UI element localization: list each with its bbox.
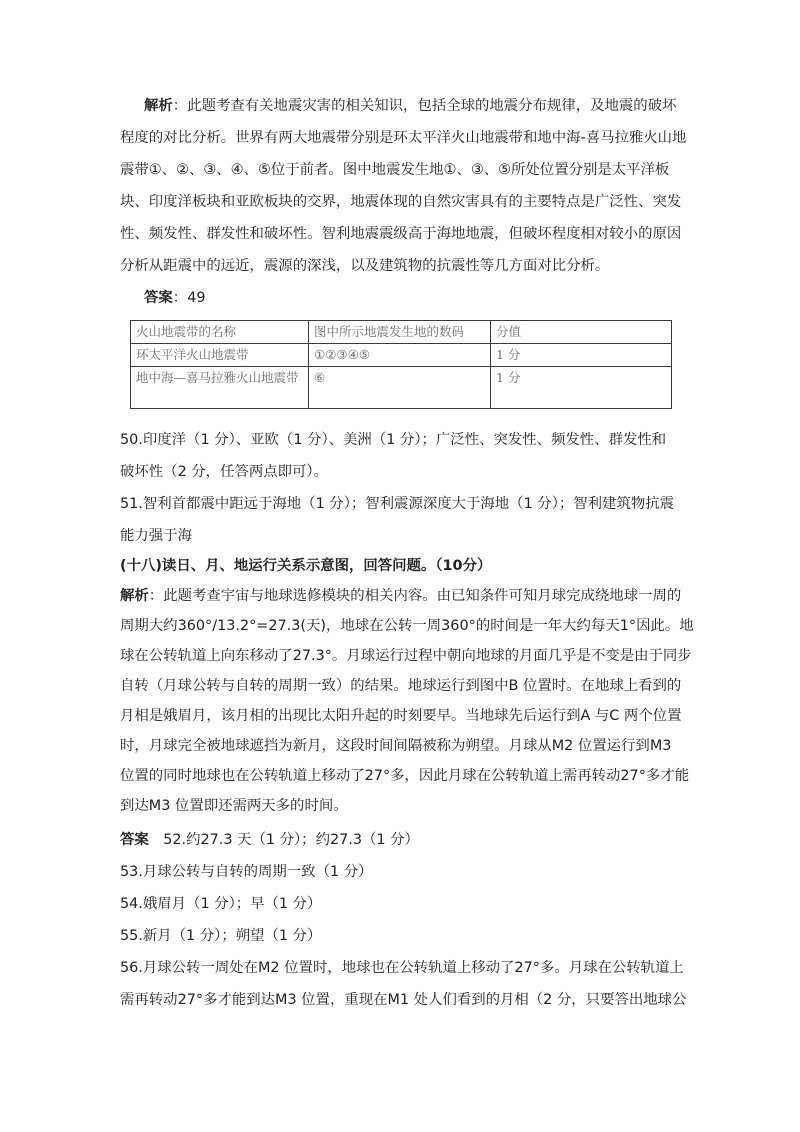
table-cell: 环太平洋火山地震带 (131, 344, 309, 367)
analysis-paragraph-line (120, 586, 680, 606)
table-cell: ⑥ (309, 367, 491, 409)
answer-line: 能力强于海 (120, 528, 192, 544)
answer-line: 需再转动27°多才能到达M3 位置，重现在M1 处人们看到的月相（2 分，只要答出地球公 (120, 992, 687, 1008)
analysis-paragraph-line: 震带①、②、③、④、⑤位于前者。图中地震发生地①、③、⑤所处位置分别是太平洋板 (120, 162, 670, 178)
analysis-paragraph-line (144, 96, 704, 116)
table-header-cell: 图中所示地震发生地的数码 (309, 321, 491, 344)
table-header-cell: 火山地震带的名称 (131, 321, 309, 344)
answer-line (120, 830, 680, 850)
analysis-paragraph-line: 分析从距震中的远近，震源的深浅，以及建筑物的抗震性等几方面对比分析。 (120, 258, 610, 274)
answer-line: 破坏性（2 分，任答两点即可）。 (120, 464, 328, 480)
analysis-paragraph-line: 位置的同时地球也在公转轨道上移动了27°多，因此月球在公转轨道上需再转动27°多才能 (120, 768, 690, 784)
answer-line (144, 288, 704, 308)
line-text: 52.约27.3 天（1 分）；约27.3（1 分） (148, 832, 419, 848)
table-header-row (131, 321, 672, 344)
volcano-belt-table (130, 320, 672, 409)
analysis-paragraph-line: 自转（月球公转与自转的周期一致）的结果。地球运行到图中B 位置时。在地球上看到的 (120, 678, 682, 694)
analysis-paragraph-line: 周期大约360°/13.2°=27.3(天)，地球在公转一周360°的时间是一年大约每天1°因此。地 (120, 618, 694, 634)
table-row (131, 367, 672, 409)
table-cell: 地中海—喜马拉雅火山地震带 (131, 367, 309, 409)
answer-line: 55.新月（1 分）；朔望（1 分） (120, 928, 322, 944)
table-header-cell: 分值 (491, 321, 672, 344)
section-heading: (十八)读日、月、地运行关系示意图，回答问题。（10分） (120, 558, 492, 574)
table-cell: 1 分 (491, 367, 672, 409)
answer-line: 56.月球公转一周处在M2 位置时，地球也在公转轨道上移动了27°多。月球在公转轨道上 (120, 960, 684, 976)
answer-line: 53.月球公转与自转的周期一致（1 分） (120, 864, 373, 880)
analysis-paragraph-line: 程度的对比分析。世界有两大地震带分别是环太平洋火山地震带和地中海-喜马拉雅火山地 (120, 130, 687, 146)
line-text: ：此题考查宇宙与地球选修模块的相关内容。由已知条件可知月球完成绕地球一周的 (148, 588, 682, 604)
analysis-paragraph-line: 月相是娥眉月，该月相的出现比太阳升起的时刻要早。当地球先后运行到A 与C 两个位置 (120, 708, 682, 724)
table-cell: ①②③④⑤ (309, 344, 491, 367)
analysis-paragraph-line: 性、频发性、群发性和破坏性。智利地震震级高于海地地震，但破坏程度相对较小的原因 (120, 226, 682, 242)
analysis-paragraph-line: 时，月球完全被地球遮挡为新月，这段时间间隔被称为朔望。月球从M2 位置运行到M3 (120, 738, 672, 754)
answer-line: 51.智利首都震中距远于海地（1 分）；智利震源深度大于海地（1 分）；智利建筑物抗震 (120, 496, 675, 512)
answer-line: 54.娥眉月（1 分）；早（1 分） (120, 896, 322, 912)
analysis-label: 解析 (144, 98, 173, 114)
analysis-paragraph-line: 块、印度洋板块和亚欧板块的交界，地震体现的自然灾害具有的主要特点是广泛性、突发 (120, 194, 682, 210)
line-text: ：此题考查有关地震灾害的相关知识，包括全球的地震分布规律，及地震的破坏 (172, 98, 677, 114)
table-cell: 1 分 (491, 344, 672, 367)
answer-label: 答案 (144, 290, 173, 306)
analysis-label: 解析 (120, 588, 149, 604)
table-row (131, 344, 672, 367)
analysis-paragraph-line: 到达M3 位置即还需两天多的时间。 (120, 798, 348, 814)
answer-label: 答案 (120, 832, 149, 848)
line-text: ：49 (172, 290, 206, 306)
analysis-paragraph-line: 球在公转轨道上向东移动了27.3°。月球运行过程中朝向地球的月面几乎是不变是由于同步 (120, 648, 692, 664)
answer-line: 50.印度洋（1 分）、亚欧（1 分）、美洲（1 分）；广泛性、突发性、频发性、群发性和 (120, 432, 667, 448)
